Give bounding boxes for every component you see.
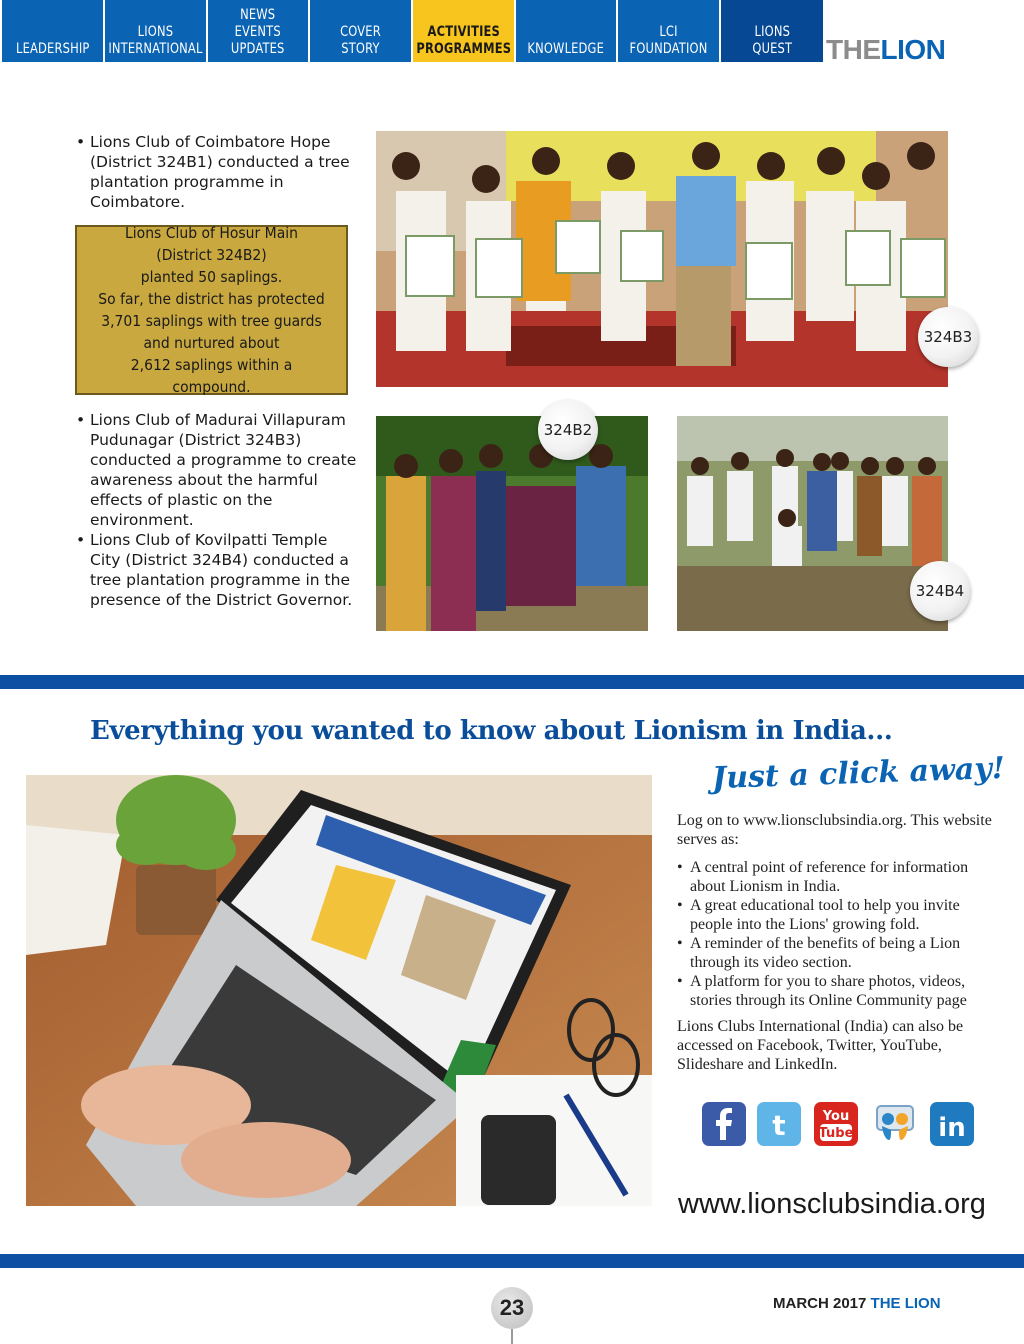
- footer-issue: [773, 1295, 941, 1312]
- footer-magazine-name: THE LION: [870, 1295, 941, 1312]
- ad-headline: Everything you wanted to know about Lionism in India...: [90, 716, 893, 746]
- ad-point-educational: • A great educational tool to help you invite people into the Lions' growing fold.: [677, 896, 997, 934]
- page-number-rule: [511, 1329, 513, 1344]
- laptop-photo-image: [26, 775, 652, 1206]
- website-url[interactable]: www.lionsclubsindia.org: [678, 1188, 986, 1220]
- ad-point-reminder: • A reminder of the benefits of being a Lion through its video section.: [677, 934, 997, 972]
- svg-text:in: in: [938, 1113, 966, 1143]
- ad-point-platform: • A platform for you to share photos, videos, stories through its Online Community page: [677, 972, 997, 1010]
- nav-tab-leadership[interactable]: LEADERSHIP: [2, 0, 103, 62]
- district-badge-324b2: 324B2: [538, 400, 598, 460]
- photo-hosur-plantation-image: [376, 416, 648, 631]
- section-divider-bottom: [0, 1254, 1024, 1268]
- photo-plastic-awareness-image: [376, 131, 948, 387]
- magazine-logo: [826, 34, 945, 66]
- page-number: 23: [491, 1287, 533, 1329]
- nav-tab-knowledge[interactable]: KNOWLEDGE: [516, 0, 616, 62]
- footer-issue-date: MARCH 2017: [773, 1295, 867, 1312]
- photo-kovilpatti-plantation-image: [677, 416, 948, 631]
- article-item-coimbatore: [76, 132, 356, 212]
- highlight-text: Lions Club of Hosur Main (District 324B2) planted 50 saplings. So far, the district has protected 3,701 saplings with tree guards and nurtured about 2,612 saplings within a compound.: [98, 224, 325, 396]
- slideshare-icon[interactable]: [873, 1102, 917, 1146]
- ad-tagline: Just a click away!: [711, 750, 1006, 797]
- district-badge-324b4: 324B4: [910, 561, 970, 621]
- laptop-photo: [26, 775, 652, 1206]
- bullet-text-kovilpatti: • Lions Club of Kovilpatti Temple City (District 324B4) conducted a tree plantation programme in the presence of the District Governor.: [76, 530, 358, 610]
- article-items-lower: [76, 410, 358, 610]
- highlight-box-hosur: [75, 225, 348, 395]
- nav-tab-lions-international[interactable]: LIONS INTERNATIONAL: [105, 0, 206, 62]
- section-divider-top: [0, 675, 1024, 689]
- svg-text:t: t: [772, 1109, 786, 1142]
- logo-lion: LION: [880, 34, 946, 65]
- top-navigation: [0, 0, 1024, 65]
- nav-tab-activities-programmes[interactable]: ACTIVITIES PROGRAMMES: [413, 0, 514, 62]
- photo-kovilpatti-plantation: [677, 416, 965, 631]
- ad-closing: Lions Clubs International (India) can also be accessed on Facebook, Twitter, YouTube, Slideshare and LinkedIn.: [677, 1018, 964, 1073]
- nav-tab-lci-foundation[interactable]: LCI FOUNDATION: [618, 0, 719, 62]
- twitter-icon[interactable]: [757, 1102, 801, 1146]
- bullet-text-madurai: • Lions Club of Madurai Villapuram Pudunagar (District 324B3) conducted a programme to create awareness about the harmful effects of plastic on the environment.: [76, 410, 358, 530]
- district-badge-324b3: 324B3: [918, 307, 978, 367]
- nav-tab-lions-quest[interactable]: LIONS QUEST: [721, 0, 823, 62]
- ad-points-list: [677, 858, 997, 1010]
- photo-plastic-awareness: [376, 131, 973, 387]
- ad-intro: Log on to www.lionsclubsindia.org. This website serves as:: [677, 812, 992, 848]
- nav-tab-news-events-updates[interactable]: NEWS EVENTS UPDATES: [208, 0, 308, 62]
- youtube-icon[interactable]: [814, 1102, 858, 1146]
- bullet-text: • Lions Club of Coimbatore Hope (District 324B1) conducted a tree plantation programme in Coimbatore.: [76, 132, 356, 212]
- linkedin-icon[interactable]: [930, 1102, 974, 1146]
- svg-text:You: You: [822, 1109, 850, 1124]
- photo-hosur-plantation: [376, 416, 648, 631]
- svg-text:Tube: Tube: [818, 1126, 854, 1141]
- ad-point-reference: • A central point of reference for information about Lionism in India.: [677, 858, 997, 896]
- facebook-icon[interactable]: [702, 1102, 746, 1146]
- nav-tab-cover-story[interactable]: COVER STORY: [310, 0, 411, 62]
- logo-the: THE: [826, 34, 881, 65]
